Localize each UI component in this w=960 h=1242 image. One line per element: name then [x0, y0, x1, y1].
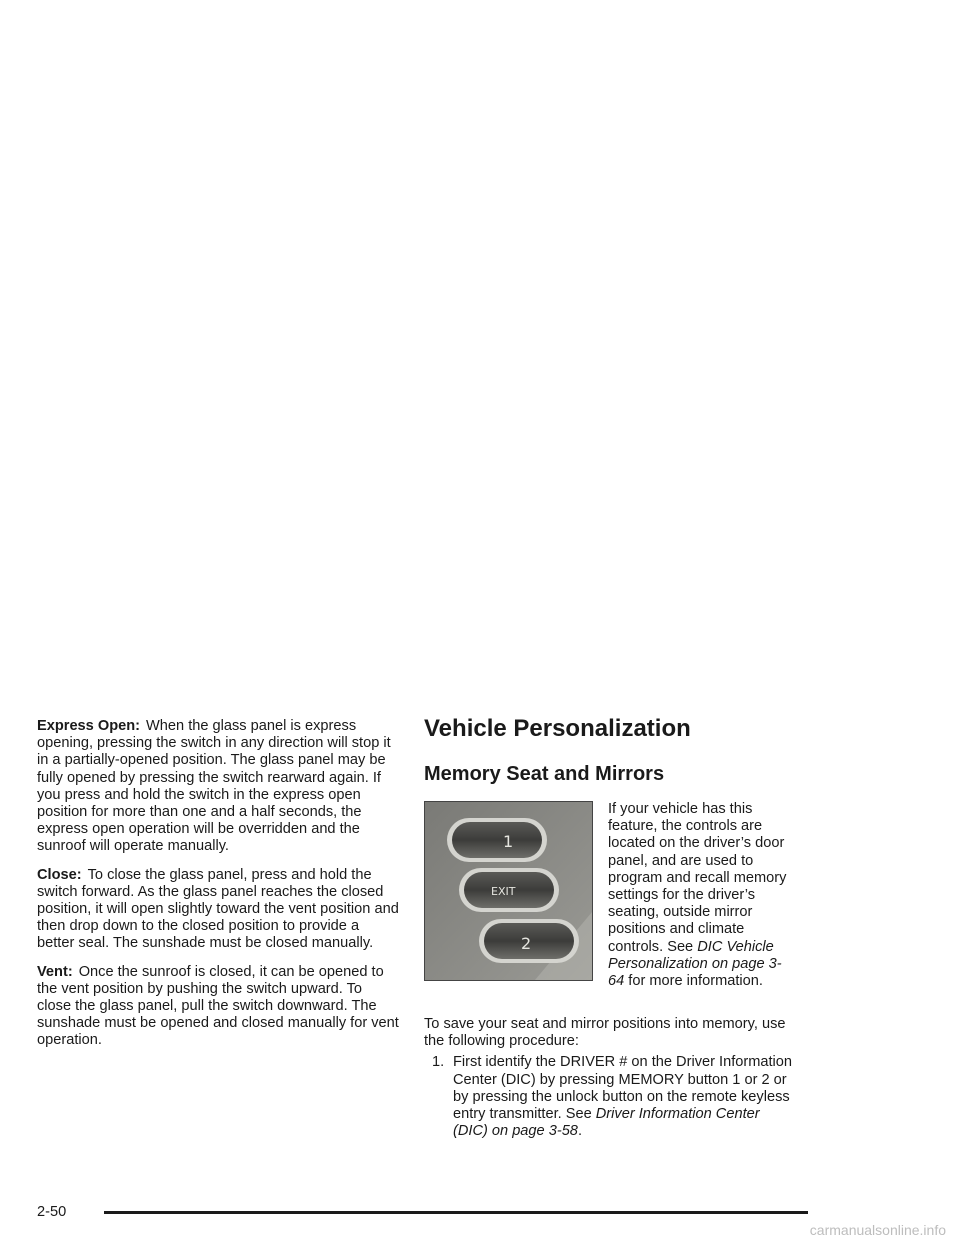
section-subheading: Memory Seat and Mirrors	[424, 763, 665, 785]
close-paragraph	[37, 867, 399, 953]
footer-rule	[104, 1211, 808, 1214]
feature-text-after: for more information.	[628, 973, 763, 990]
watermark: carmanualsonline.info	[809, 1222, 946, 1238]
step-text-before: First identify the DRIVER # on the Driver Information Center (DIC) by pressing MEMORY button 1 or 2 or by pressing the unlock button on the remote keyless entry transmitter. See	[453, 1054, 793, 1123]
vent-text: Once the sunroof is closed, it can be opened to the vent position by pushing the switch upward. To close the glass panel, pull the switch downward. The sunshade must be opened and closed manually for vent operation.	[37, 963, 399, 1049]
exit-button-label: EXIT	[491, 885, 516, 898]
right-column	[424, 714, 796, 1140]
vent-paragraph	[37, 964, 399, 1050]
close-text: To close the glass panel, press and hold the switch forward. As the glass panel reaches the closed position, it will open slightly toward the vent position and then drop down to the closed position to provide a better seal. The sunshade must be closed manually.	[37, 866, 399, 952]
memory-button-2	[479, 919, 579, 963]
dic-reference: Driver Information Center (DIC) on page 3-58	[453, 1106, 760, 1140]
exit-button	[459, 868, 559, 912]
memory-button-1-label: 1	[503, 832, 514, 851]
procedure-intro: To save your seat and mirror positions into memory, use the following procedure:	[424, 1016, 786, 1050]
express-open-term: Express Open:	[37, 718, 141, 734]
left-column	[37, 718, 399, 1061]
feature-text-before: If your vehicle has this feature, the controls are located on the driver’s door panel, and are used to program and recall memory settings for the driver’s seating, outside mirror positions and climate controls. See	[608, 801, 787, 955]
memory-button-1	[447, 818, 547, 862]
dic-personalization-reference: DIC Vehicle Personalization on page 3-64	[608, 938, 782, 990]
express-open-paragraph	[37, 718, 399, 856]
feature-description	[608, 801, 790, 990]
express-open-text: When the glass panel is express opening, pressing the switch in any direction will stop it in a partially-opened position. The glass panel may be fully opened by pressing the switch rearward again. If you press and hold the switch in the express open position for more than one and a half seconds, the express open operation will be overridden and the sunroof will operate manually.	[37, 718, 391, 855]
vent-term: Vent:	[37, 963, 73, 980]
memory-feature-block	[424, 801, 796, 1016]
page-number: 2-50	[37, 1204, 67, 1220]
step-number: 1.	[432, 1054, 445, 1071]
close-term: Close:	[37, 866, 82, 883]
section-heading: Vehicle Personalization	[424, 715, 691, 742]
step-text-after: .	[577, 1123, 582, 1140]
memory-buttons-photo	[424, 801, 593, 981]
memory-button-2-label: 2	[521, 934, 532, 953]
procedure-step	[424, 1054, 796, 1140]
procedure-steps	[424, 1054, 796, 1140]
